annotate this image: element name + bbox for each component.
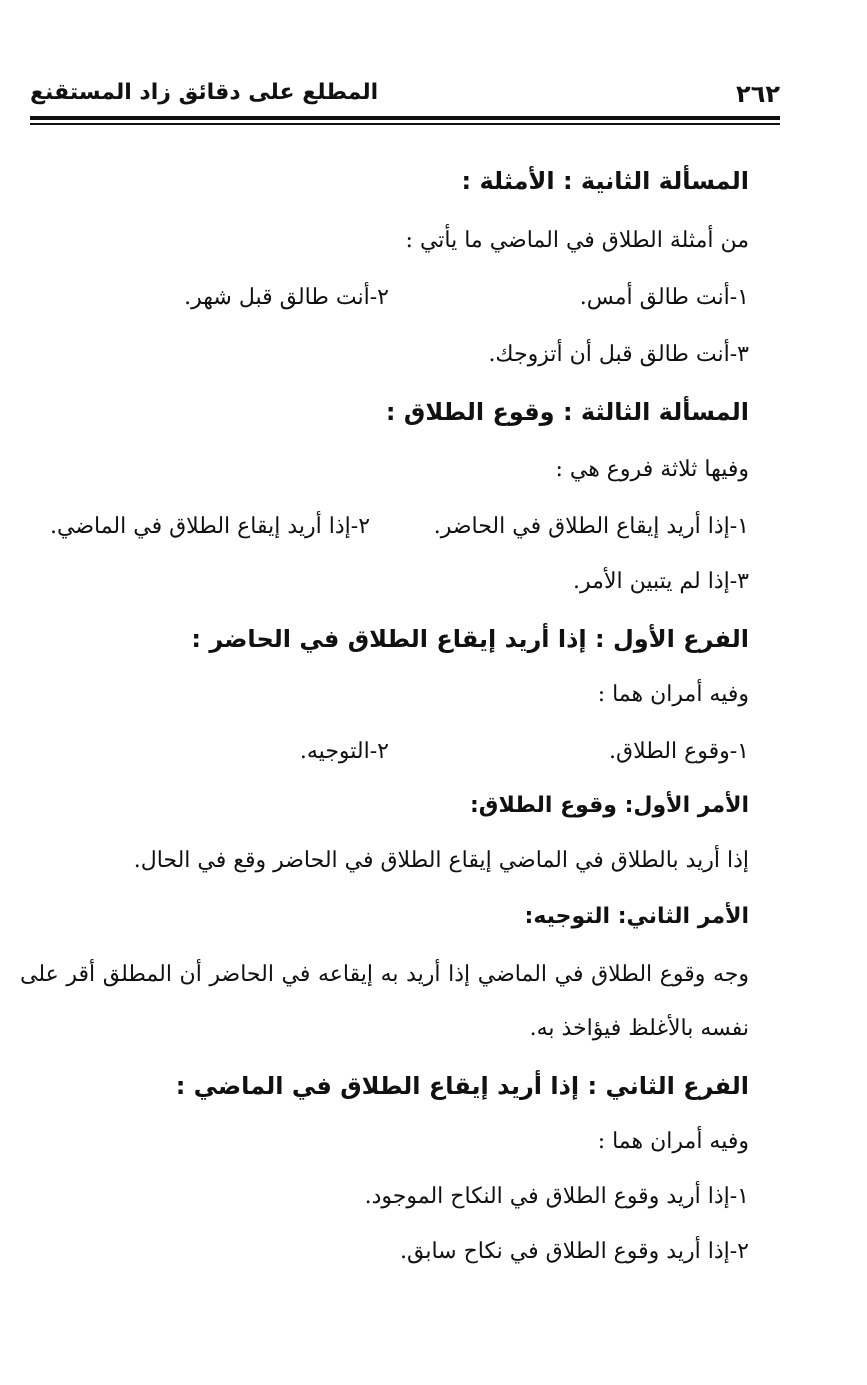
- branch-2-intro: وفيه أمران هما :: [597, 1129, 749, 1154]
- branch-1-row: [50, 737, 749, 767]
- occurrence-item-2: ٢-إذا أريد إيقاع الطلاق في الماضي.: [50, 514, 371, 539]
- running-header: [30, 80, 780, 114]
- example-item-3: ٣-أنت طالق قبل أن أتزوجك.: [488, 342, 749, 367]
- header-rule-thin: [30, 123, 780, 125]
- matter-1-heading: الأمر الأول: وقوع الطلاق:: [470, 793, 749, 818]
- example-item-1: ١-أنت طالق أمس.: [579, 285, 749, 310]
- branch-1-item-1: ١-وقوع الطلاق.: [609, 739, 749, 764]
- example-item-2: ٢-أنت طالق قبل شهر.: [184, 285, 389, 310]
- book-title: المطلع على دقائق زاد المستقنع: [30, 80, 379, 105]
- matter-2-heading: الأمر الثاني: التوجيه:: [524, 904, 749, 929]
- branch-2-item-2: ٢-إذا أريد وقوع الطلاق في نكاح سابق.: [400, 1239, 749, 1264]
- examples-intro: من أمثلة الطلاق في الماضي ما يأتي :: [405, 228, 749, 253]
- branch-1-heading: الفرع الأول : إذا أريد إيقاع الطلاق في الحاضر :: [191, 625, 749, 653]
- matter-2-text-line-2: نفسه بالأغلظ فيؤاخذ به.: [529, 1016, 749, 1041]
- branch-2-heading: الفرع الثاني : إذا أريد إيقاع الطلاق في الماضي :: [175, 1072, 749, 1100]
- matter-1-text: إذا أريد بالطلاق في الماضي إيقاع الطلاق في الحاضر وقع في الحال.: [133, 848, 749, 873]
- occurrence-intro: وفيها ثلاثة فروع هي :: [555, 457, 749, 482]
- page-number: ٢٦٢: [736, 80, 780, 108]
- occurrence-row-1: [50, 512, 749, 542]
- section-heading-occurrence: المسألة الثالثة : وقوع الطلاق :: [385, 398, 749, 426]
- occurrence-item-1: ١-إذا أريد إيقاع الطلاق في الحاضر.: [433, 514, 749, 539]
- examples-row-1: [50, 283, 749, 313]
- occurrence-item-3: ٣-إذا لم يتبين الأمر.: [573, 569, 749, 594]
- branch-1-item-2: ٢-التوجيه.: [299, 739, 389, 764]
- branch-1-intro: وفيه أمران هما :: [597, 682, 749, 707]
- branch-2-item-1: ١-إذا أريد وقوع الطلاق في النكاح الموجود.: [364, 1184, 749, 1209]
- section-heading-examples: المسألة الثانية : الأمثلة :: [461, 167, 749, 195]
- header-rule-thick: [30, 116, 780, 120]
- matter-2-text-line-1: وجه وقوع الطلاق في الماضي إذا أريد به إيقاعه في الحاضر أن المطلق أقر على: [20, 962, 749, 987]
